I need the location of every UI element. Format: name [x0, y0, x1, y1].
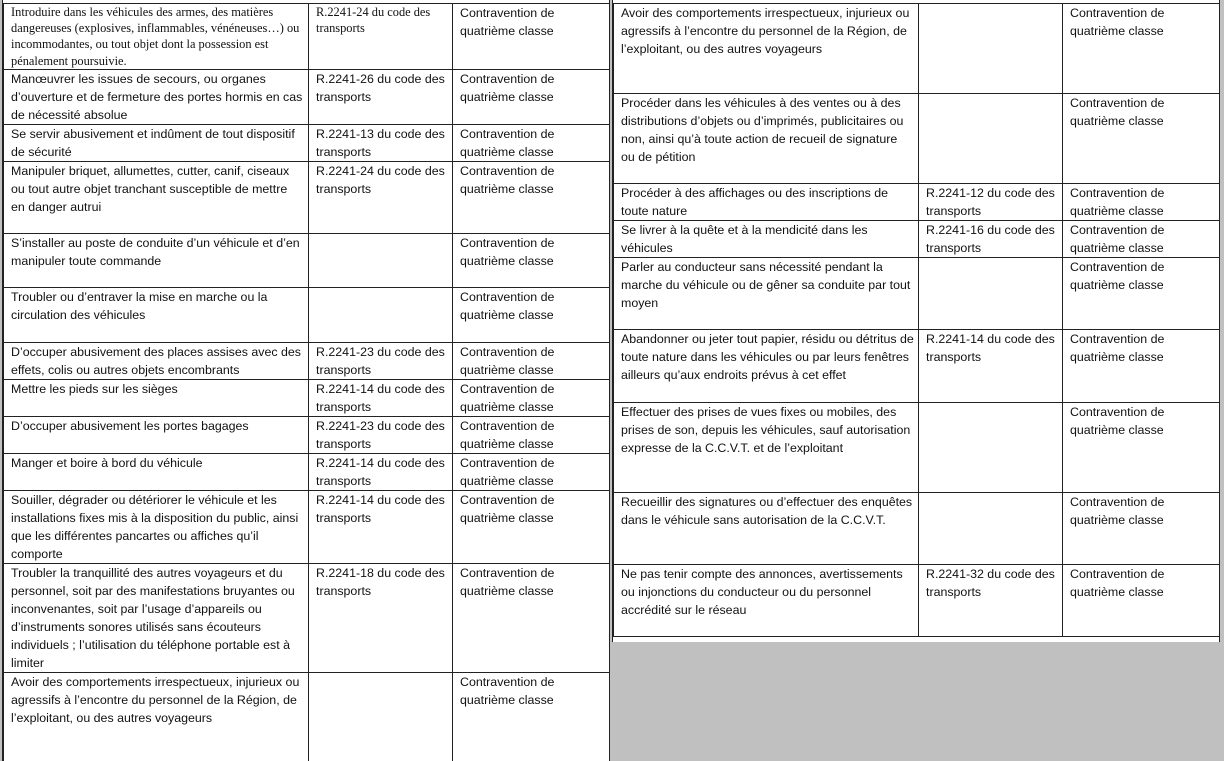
legal-reference: R.2241-16 du code des transports: [919, 221, 1063, 258]
legal-reference: R.2241-23 du code des transports: [309, 416, 453, 453]
legal-reference: [919, 94, 1063, 184]
table-row: [4, 161, 610, 233]
legal-reference: R.2241-32 du code des transports: [919, 565, 1063, 637]
legal-reference: R.2241-23 du code des transports: [309, 342, 453, 379]
legal-reference: R.2241-12 du code des transports: [919, 184, 1063, 221]
penalty-class: Contravention de quatrième classe: [453, 287, 610, 342]
penalty-class: Contravention de quatrième classe: [1063, 4, 1220, 94]
legal-reference: [309, 287, 453, 342]
table-row: [614, 403, 1220, 493]
penalty-class: Contravention de quatrième classe: [453, 416, 610, 453]
infractions-table-right: [613, 3, 1220, 637]
penalty-class: Contravention de quatrième classe: [453, 69, 610, 124]
penalty-class: Contravention de quatrième classe: [1063, 493, 1220, 565]
legal-reference: R.2241-24 du code des transports: [309, 161, 453, 233]
penalty-class: Contravention de quatrième classe: [1063, 403, 1220, 493]
penalty-class: Contravention de quatrième classe: [453, 4, 610, 70]
table-row: [4, 69, 610, 124]
infraction-text: Parler au conducteur sans nécessité pendant la marche du véhicule ou de gêner sa conduite par tout moyen: [614, 258, 919, 330]
infraction-text: Recueillir des signatures ou d’effectuer des enquêtes dans le véhicule sans autorisation de la C.C.V.T.: [614, 493, 919, 565]
infraction-text: Effectuer des prises de vues fixes ou mobiles, des prises de son, depuis les véhicules, sauf autorisation expresse de la C.C.V.T. et de l’exploitant: [614, 403, 919, 493]
infraction-text: Ne pas tenir compte des annonces, avertissements ou injonctions du conducteur ou du personnel accrédité sur le réseau: [614, 565, 919, 637]
legal-reference: R.2241-14 du code des transports: [919, 330, 1063, 403]
infraction-text: Abandonner ou jeter tout papier, résidu ou détritus de toute nature dans les véhicules ou par leurs fenêtres ailleurs qu’aux endroits prévus à cet effet: [614, 330, 919, 403]
table-row: [4, 124, 610, 161]
infraction-text: Manipuler briquet, allumettes, cutter, canif, ciseaux ou tout autre objet tranchant susceptible de mettre en danger autrui: [4, 161, 309, 233]
table-row: [614, 493, 1220, 565]
infraction-text: Procéder dans les véhicules à des ventes ou à des distributions d’objets ou d’imprimés, publicitaires ou non, ainsi qu’à toute action de recueil de signature ou de pétition: [614, 94, 919, 184]
legal-reference: R.2241-14 du code des transports: [309, 453, 453, 490]
penalty-class: Contravention de quatrième classe: [453, 672, 610, 761]
table-row: [614, 184, 1220, 221]
table-row: [4, 342, 610, 379]
infraction-text: D’occuper abusivement les portes bagages: [4, 416, 309, 453]
table-row: [4, 4, 610, 70]
infraction-text: Se livrer à la quête et à la mendicité dans les véhicules: [614, 221, 919, 258]
penalty-class: Contravention de quatrième classe: [453, 453, 610, 490]
legal-reference: R.2241-18 du code des transports: [309, 563, 453, 672]
infraction-text: Introduire dans les véhicules des armes, des matières dangereuses (explosives, inflammables, vénéneuses…) ou incommodantes, ou tout objet dont la possession est pénalement poursuivie.: [4, 4, 309, 70]
infraction-text: D’occuper abusivement des places assises avec des effets, colis ou autres objets encombrants: [4, 342, 309, 379]
legal-reference: R.2241-14 du code des transports: [309, 490, 453, 563]
table-row: [4, 379, 610, 416]
penalty-class: Contravention de quatrième classe: [453, 563, 610, 672]
penalty-class: Contravention de quatrième classe: [453, 379, 610, 416]
legal-reference: R.2241-14 du code des transports: [309, 379, 453, 416]
penalty-class: Contravention de quatrième classe: [1063, 184, 1220, 221]
infraction-text: Avoir des comportements irrespectueux, injurieux ou agressifs à l’encontre du personnel de la Région, de l’exploitant, ou des autres voyageurs: [614, 4, 919, 94]
legal-reference: [919, 4, 1063, 94]
table-row: [614, 221, 1220, 258]
table-row: [4, 490, 610, 563]
legal-reference: [919, 403, 1063, 493]
table-row: [4, 233, 610, 287]
left-page: [2, 0, 610, 761]
infraction-text: Mettre les pieds sur les sièges: [4, 379, 309, 416]
infraction-text: Manœuvrer les issues de secours, ou organes d’ouverture et de fermeture des portes hormis en cas de nécessité absolue: [4, 69, 309, 124]
penalty-class: Contravention de quatrième classe: [453, 161, 610, 233]
table-row: [614, 94, 1220, 184]
infraction-text: Souiller, dégrader ou détériorer le véhicule et les installations fixes mis à la disposition du public, ainsi que les différentes pancartes ou affiches qu’il comporte: [4, 490, 309, 563]
legal-reference: R.2241-24 du code des transports: [309, 4, 453, 70]
penalty-class: Contravention de quatrième classe: [1063, 565, 1220, 637]
table-row: [4, 672, 610, 761]
infraction-text: S’installer au poste de conduite d’un véhicule et d’en manipuler toute commande: [4, 233, 309, 287]
legal-reference: [309, 233, 453, 287]
legal-reference: R.2241-26 du code des transports: [309, 69, 453, 124]
infraction-text: Avoir des comportements irrespectueux, injurieux ou agressifs à l’encontre du personnel de la Région, de l’exploitant, ou des autres voyageurs: [4, 672, 309, 761]
legal-reference: [919, 258, 1063, 330]
table-row: [4, 416, 610, 453]
table-row: [614, 330, 1220, 403]
penalty-class: Contravention de quatrième classe: [453, 233, 610, 287]
infraction-text: Troubler la tranquillité des autres voyageurs et du personnel, soit par des manifestations bruyantes ou inconvenantes, soit par l’usage d’appareils ou d’instruments sonores utilisés sans écouteurs individuels ; l’utilisation du téléphone portable est à limiter: [4, 563, 309, 672]
penalty-class: Contravention de quatrième classe: [1063, 94, 1220, 184]
right-page: [612, 0, 1220, 642]
table-row: [4, 563, 610, 672]
table-row: [614, 565, 1220, 637]
penalty-class: Contravention de quatrième classe: [1063, 330, 1220, 403]
infractions-table-left: [3, 3, 610, 761]
legal-reference: [919, 493, 1063, 565]
penalty-class: Contravention de quatrième classe: [453, 342, 610, 379]
table-row: [614, 258, 1220, 330]
legal-reference: [309, 672, 453, 761]
infraction-text: Troubler ou d’entraver la mise en marche ou la circulation des véhicules: [4, 287, 309, 342]
table-row: [4, 453, 610, 490]
infraction-text: Se servir abusivement et indûment de tout dispositif de sécurité: [4, 124, 309, 161]
penalty-class: Contravention de quatrième classe: [1063, 221, 1220, 258]
penalty-class: Contravention de quatrième classe: [453, 124, 610, 161]
table-row: [614, 4, 1220, 94]
legal-reference: R.2241-13 du code des transports: [309, 124, 453, 161]
infraction-text: Manger et boire à bord du véhicule: [4, 453, 309, 490]
table-row: [4, 287, 610, 342]
penalty-class: Contravention de quatrième classe: [453, 490, 610, 563]
penalty-class: Contravention de quatrième classe: [1063, 258, 1220, 330]
infraction-text: Procéder à des affichages ou des inscriptions de toute nature: [614, 184, 919, 221]
